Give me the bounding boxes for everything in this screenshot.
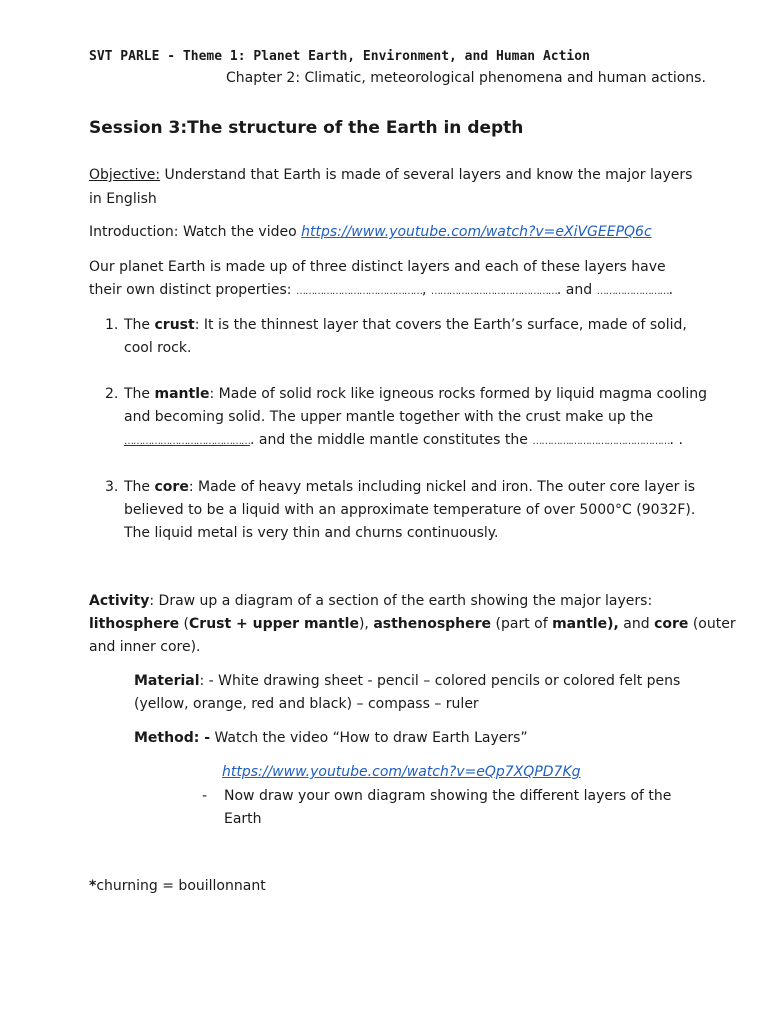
footnote-star: * — [89, 878, 97, 894]
chapter-heading: Chapter 2: Climatic, meteorological phenomena and human actions. — [226, 70, 706, 86]
fill-in-blank-lithosphere[interactable]: …………………………………… — [124, 436, 250, 447]
separator-text: . and — [556, 282, 597, 298]
fill-in-blank-2[interactable]: …………………………………… — [430, 286, 557, 297]
fill-in-blank-asthenosphere[interactable]: ………… — [532, 436, 569, 447]
core-term: core — [154, 479, 189, 495]
mantle-description: . . — [669, 432, 683, 448]
activity-text: and — [618, 616, 655, 632]
list-item-prefix: The — [124, 479, 155, 495]
video-link-layers[interactable]: https://www.youtube.com/watch?v=eXiVGEEPQ6c — [301, 224, 652, 240]
mantle-term: mantle — [154, 386, 210, 402]
paragraph-text: their own distinct properties: — [89, 282, 296, 298]
crust-line-1 — [124, 315, 687, 335]
list-number: 3. — [105, 479, 119, 495]
theme-heading: SVT PARLE - Theme 1: Planet Earth, Environment, and Human Action — [89, 49, 590, 64]
material-text: : - White drawing sheet - pencil – colored pencils or colored felt pens — [199, 673, 681, 689]
mantle-term: mantle — [552, 616, 608, 632]
activity-text: (outer — [688, 616, 736, 632]
material-label: Material — [134, 673, 200, 689]
mantle-line-3 — [124, 430, 683, 452]
fill-in-blank-asthenosphere-cont[interactable]: .…………………………… — [568, 436, 670, 447]
core-term: core — [654, 616, 689, 632]
separator-text: . — [668, 282, 674, 298]
mantle-line-1 — [124, 384, 707, 404]
intro-paragraph-line-2 — [89, 280, 673, 302]
separator-text: , — [421, 282, 431, 298]
video-link-draw-layers[interactable]: https://www.youtube.com/watch?v=eQp7XQPD7Kg — [222, 764, 581, 780]
introduction-line — [89, 222, 652, 242]
method-link-line — [222, 762, 581, 782]
activity-line-3: and inner core). — [89, 639, 201, 655]
fill-in-blank-3[interactable]: …………………… — [596, 286, 669, 297]
activity-text: : Draw up a diagram of a section of the earth showing the major layers: — [149, 593, 653, 609]
objective-label: Objective: — [89, 167, 161, 183]
crust-term: crust — [154, 317, 195, 333]
method-label-end: : - — [193, 730, 211, 746]
material-line-2: (yellow, orange, red and black) – compass – ruler — [134, 696, 479, 712]
core-line-3: The liquid metal is very thin and churns continuously. — [124, 525, 499, 541]
mantle-description: . and the middle mantle constitutes the — [250, 432, 533, 448]
footnote-text: churning = bouillonnant — [96, 878, 266, 894]
asthenosphere-term: asthenosphere — [373, 616, 492, 632]
core-line-2: believed to be a liquid with an approximate temperature of over 5000°C (9032F). — [124, 502, 696, 518]
list-item-prefix: The — [124, 386, 155, 402]
step-dash: - — [202, 788, 208, 804]
activity-text: ), — [358, 616, 374, 632]
activity-line-2 — [89, 614, 736, 634]
method-line — [134, 728, 528, 748]
mantle-description: : Made of solid rock like igneous rocks formed by liquid magma cooling — [209, 386, 708, 402]
objective-line-1 — [89, 165, 692, 185]
method-text: Watch the video “How to draw Earth Layers” — [210, 730, 528, 746]
footnote — [89, 876, 266, 896]
list-number: 2. — [105, 386, 119, 402]
intro-paragraph-line-1: Our planet Earth is made up of three distinct layers and each of these layers have — [89, 259, 666, 275]
step-line-2: Earth — [224, 811, 262, 827]
activity-line-1 — [89, 591, 652, 611]
crust-description: : It is the thinnest layer that covers the Earth’s surface, made of solid, — [194, 317, 687, 333]
activity-text: ( — [179, 616, 190, 632]
method-label: Method — [134, 730, 194, 746]
core-line-1 — [124, 477, 695, 497]
activity-text: ), — [607, 616, 619, 632]
step-line-1: Now draw your own diagram showing the different layers of the — [224, 788, 672, 804]
session-title: Session 3:The structure of the Earth in depth — [89, 118, 524, 138]
introduction-text: Introduction: Watch the video — [89, 224, 302, 240]
material-line-1 — [134, 671, 680, 691]
list-item-prefix: The — [124, 317, 155, 333]
core-description: : Made of heavy metals including nickel and iron. The outer core layer is — [188, 479, 696, 495]
mantle-line-2: and becoming solid. The upper mantle together with the crust make up the — [124, 409, 654, 425]
objective-text: Understand that Earth is made of several layers and know the major layers — [160, 167, 693, 183]
list-number: 1. — [105, 317, 119, 333]
lithosphere-term: lithosphere — [89, 616, 180, 632]
fill-in-blank-1[interactable]: …………………………………… — [295, 286, 422, 297]
activity-text: (part of — [491, 616, 553, 632]
activity-label: Activity — [89, 593, 150, 609]
objective-line-2: in English — [89, 191, 157, 207]
crust-line-2: cool rock. — [124, 340, 192, 356]
crust-upper-mantle-term: Crust + upper mantle — [189, 616, 359, 632]
